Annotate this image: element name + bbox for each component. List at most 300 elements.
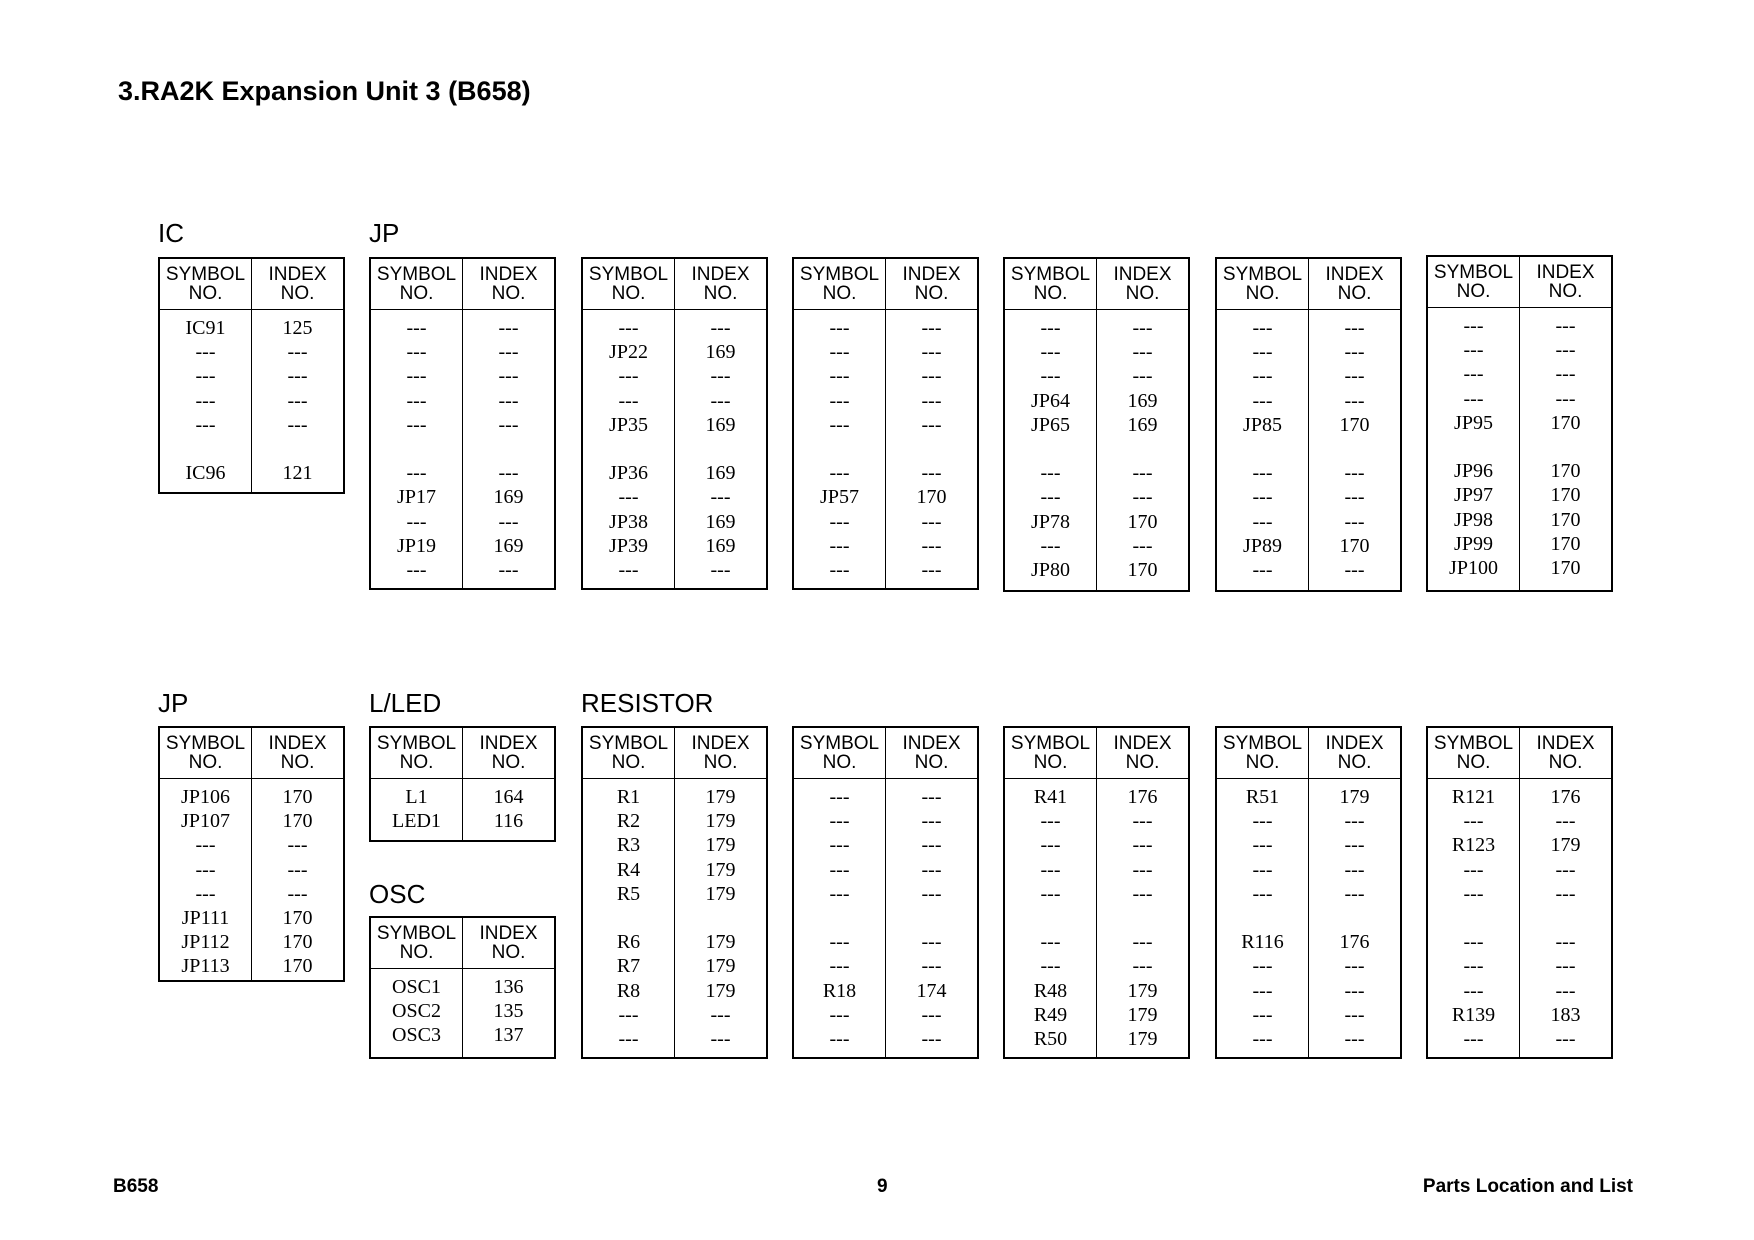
symbol-cell: JP78 — [1031, 510, 1070, 533]
symbol-cell: JP39 — [609, 534, 648, 557]
symbol-cell: R116 — [1241, 931, 1284, 954]
index-cell: --- — [1344, 462, 1365, 485]
index-cell: --- — [1344, 834, 1365, 857]
symbol-cell: --- — [1252, 834, 1273, 857]
symbol-cell: --- — [1463, 810, 1484, 833]
symbol-cell: --- — [829, 955, 850, 978]
index-cell: --- — [1132, 365, 1153, 388]
index-cell: --- — [921, 1003, 942, 1026]
index-cell: --- — [1132, 955, 1153, 978]
symbol-cell: --- — [195, 389, 216, 412]
symbol-cell: R8 — [616, 979, 641, 1002]
symbol-cell: R18 — [822, 979, 857, 1002]
index-cell: --- — [287, 882, 308, 905]
header-text: SYMBOL — [1222, 733, 1303, 754]
symbol-cell: --- — [1463, 931, 1484, 954]
index-cell: 164 — [493, 786, 524, 808]
index-cell: 176 — [1550, 786, 1581, 808]
index-cell: --- — [1555, 810, 1576, 833]
symbol-cell: --- — [406, 558, 427, 581]
table-body — [1005, 310, 1188, 590]
symbol-cell: R41 — [1033, 786, 1068, 808]
symbol-cell: --- — [829, 317, 850, 339]
index-cell: --- — [921, 810, 942, 833]
index-cell: 170 — [1550, 508, 1581, 531]
symbol-cell: JP35 — [609, 413, 648, 436]
header-text: NO. — [491, 283, 526, 304]
index-column — [462, 969, 554, 1057]
symbol-cell: IC91 — [185, 317, 226, 339]
symbol-cell: JP89 — [1243, 534, 1282, 557]
index-no-header — [885, 728, 977, 778]
symbol-cell: R4 — [616, 858, 641, 881]
symbol-no-header — [794, 259, 885, 309]
index-column — [1308, 779, 1400, 1057]
symbol-cell — [1428, 435, 1519, 459]
symbol-cell: --- — [1040, 931, 1061, 954]
index-cell: --- — [921, 510, 942, 533]
symbol-cell: --- — [1252, 317, 1273, 339]
symbol-cell: OSC2 — [392, 1000, 441, 1023]
table-header — [1217, 259, 1400, 310]
table-body — [1428, 308, 1611, 590]
symbol-column — [371, 779, 462, 840]
index-no-header — [462, 728, 554, 778]
parts-table-resistor-4 — [1215, 726, 1402, 1059]
symbol-cell: JP100 — [1449, 556, 1498, 579]
symbol-cell: JP113 — [181, 955, 230, 978]
label-resistor: RESISTOR — [581, 688, 714, 718]
symbol-column — [1428, 308, 1519, 590]
index-cell: --- — [710, 1003, 731, 1026]
index-cell: 170 — [1127, 558, 1158, 581]
symbol-cell: R51 — [1245, 786, 1280, 808]
symbol-cell — [1005, 437, 1096, 461]
header-text: INDEX — [1536, 262, 1595, 283]
index-cell: --- — [710, 486, 731, 509]
index-cell: --- — [921, 882, 942, 905]
symbol-cell: --- — [406, 413, 427, 436]
index-cell: --- — [498, 413, 519, 436]
symbol-cell: JP19 — [397, 534, 436, 557]
symbol-column — [1428, 779, 1519, 1057]
parts-table-jp-1 — [369, 257, 556, 590]
label-jp-top: JP — [369, 218, 400, 248]
symbol-cell: --- — [1040, 534, 1061, 557]
header-text: SYMBOL — [1433, 733, 1514, 754]
index-column — [1096, 310, 1188, 590]
symbol-cell: JP65 — [1031, 413, 1070, 436]
symbol-cell: --- — [618, 1027, 639, 1050]
header-text: NO. — [491, 752, 526, 773]
index-cell: --- — [710, 389, 731, 412]
symbol-cell: OSC3 — [392, 1024, 441, 1047]
symbol-cell: --- — [1463, 979, 1484, 1002]
symbol-cell: --- — [829, 341, 850, 364]
symbol-cell: JP38 — [609, 510, 648, 533]
symbol-column — [371, 969, 462, 1057]
header-text: INDEX — [1325, 733, 1384, 754]
index-cell: --- — [921, 558, 942, 581]
symbol-cell: R3 — [616, 834, 641, 857]
index-column — [1308, 310, 1400, 590]
symbol-cell: --- — [1252, 462, 1273, 485]
index-cell: 169 — [705, 534, 736, 557]
header-text: NO. — [491, 942, 526, 963]
header-text: INDEX — [268, 264, 327, 285]
header-text: SYMBOL — [376, 733, 457, 754]
index-cell: --- — [287, 858, 308, 881]
symbol-cell: --- — [406, 341, 427, 364]
symbol-cell: --- — [618, 486, 639, 509]
symbol-cell: --- — [406, 365, 427, 388]
index-column — [1519, 779, 1611, 1057]
index-cell: --- — [1344, 979, 1365, 1002]
index-cell: 169 — [705, 341, 736, 364]
index-cell: 179 — [705, 786, 736, 808]
index-cell: --- — [921, 413, 942, 436]
symbol-column — [1005, 310, 1096, 590]
header-text: SYMBOL — [376, 923, 457, 944]
symbol-cell: JP64 — [1031, 389, 1070, 412]
index-cell: --- — [498, 462, 519, 485]
table-header — [794, 728, 977, 779]
symbol-cell — [1217, 437, 1308, 461]
index-cell: --- — [287, 834, 308, 857]
index-cell — [675, 437, 766, 461]
header-text: NO. — [280, 283, 315, 304]
symbol-column — [583, 310, 674, 588]
index-cell: --- — [1344, 341, 1365, 364]
header-text: NO. — [914, 283, 949, 304]
symbol-no-header — [371, 918, 462, 968]
index-cell: 169 — [493, 486, 524, 509]
index-cell: --- — [498, 510, 519, 533]
symbol-cell — [1005, 906, 1096, 930]
index-cell: --- — [1132, 462, 1153, 485]
symbol-cell: JP111 — [181, 906, 230, 929]
index-cell — [463, 437, 554, 461]
symbol-cell: JP96 — [1454, 460, 1493, 483]
header-text: NO. — [1337, 752, 1372, 773]
index-cell: --- — [1132, 810, 1153, 833]
index-cell: --- — [1555, 931, 1576, 954]
symbol-cell: JP17 — [397, 486, 436, 509]
symbol-cell: --- — [829, 834, 850, 857]
table-header — [371, 259, 554, 310]
symbol-cell: --- — [829, 510, 850, 533]
parts-table-jp-7 — [158, 726, 345, 982]
symbol-column — [794, 779, 885, 1057]
symbol-cell — [371, 437, 462, 461]
symbol-cell: --- — [829, 413, 850, 436]
parts-table-resistor-1 — [581, 726, 768, 1059]
symbol-cell: --- — [829, 1003, 850, 1026]
header-text: INDEX — [691, 733, 750, 754]
symbol-column — [1217, 310, 1308, 590]
index-cell: 170 — [282, 786, 313, 808]
symbol-cell: R6 — [616, 931, 641, 954]
index-cell — [1097, 437, 1188, 461]
symbol-cell: JP85 — [1243, 413, 1282, 436]
index-cell: 179 — [1127, 979, 1158, 1002]
table-body — [1217, 779, 1400, 1057]
index-cell — [1520, 906, 1611, 930]
index-cell: 183 — [1550, 1003, 1581, 1026]
index-cell: --- — [1555, 882, 1576, 905]
index-cell: --- — [1132, 858, 1153, 881]
parts-table-jp-2 — [581, 257, 768, 590]
index-cell: 121 — [282, 462, 313, 485]
header-text: NO. — [1456, 752, 1491, 773]
header-text: SYMBOL — [588, 733, 669, 754]
header-text: SYMBOL — [1222, 264, 1303, 285]
symbol-cell: --- — [1252, 882, 1273, 905]
index-cell: --- — [287, 365, 308, 388]
index-cell: 170 — [1550, 532, 1581, 555]
table-header — [583, 259, 766, 310]
symbol-cell — [1428, 906, 1519, 930]
parts-table-ic — [158, 257, 345, 494]
symbol-cell: --- — [829, 389, 850, 412]
header-text: NO. — [1125, 752, 1160, 773]
index-cell: 176 — [1127, 786, 1158, 808]
symbol-cell: JP112 — [181, 931, 230, 954]
index-cell: 170 — [1550, 411, 1581, 434]
index-cell: --- — [1555, 979, 1576, 1002]
index-cell — [675, 906, 766, 930]
symbol-cell: --- — [1040, 955, 1061, 978]
index-cell: --- — [1555, 363, 1576, 386]
symbol-no-header — [1217, 259, 1308, 309]
table-body — [371, 969, 554, 1057]
index-cell: 179 — [705, 955, 736, 978]
symbol-cell: --- — [1252, 389, 1273, 412]
index-no-header — [251, 259, 343, 309]
symbol-cell: --- — [1252, 955, 1273, 978]
symbol-cell: --- — [195, 341, 216, 364]
header-text: NO. — [399, 752, 434, 773]
index-cell: --- — [1132, 882, 1153, 905]
index-column — [251, 779, 343, 980]
header-text: INDEX — [479, 923, 538, 944]
header-text: SYMBOL — [1010, 733, 1091, 754]
header-text: NO. — [822, 283, 857, 304]
table-header — [1428, 728, 1611, 779]
symbol-cell: --- — [829, 882, 850, 905]
index-cell: 179 — [705, 931, 736, 954]
symbol-cell: R123 — [1451, 834, 1496, 857]
header-text: NO. — [1456, 281, 1491, 302]
symbol-cell — [794, 437, 885, 461]
symbol-cell: JP97 — [1454, 484, 1493, 507]
header-text: SYMBOL — [165, 264, 246, 285]
header-text: NO. — [1548, 752, 1583, 773]
symbol-cell: R139 — [1451, 1003, 1496, 1026]
index-cell: --- — [1555, 858, 1576, 881]
symbol-cell: --- — [829, 365, 850, 388]
parts-table-jp-5 — [1215, 257, 1402, 592]
symbol-cell: R7 — [616, 955, 641, 978]
index-cell: --- — [287, 341, 308, 364]
symbol-cell: --- — [1040, 834, 1061, 857]
table-body — [1217, 310, 1400, 590]
symbol-cell: --- — [1252, 486, 1273, 509]
index-cell: --- — [1555, 339, 1576, 362]
index-cell: --- — [1344, 882, 1365, 905]
index-cell: --- — [1344, 486, 1365, 509]
index-cell: 179 — [1127, 1003, 1158, 1026]
header-text: SYMBOL — [588, 264, 669, 285]
symbol-cell: --- — [1040, 858, 1061, 881]
symbol-column — [371, 310, 462, 588]
symbol-cell: --- — [195, 858, 216, 881]
index-cell: --- — [710, 558, 731, 581]
symbol-cell: --- — [829, 931, 850, 954]
symbol-column — [160, 310, 251, 492]
table-body — [1005, 779, 1188, 1057]
table-body — [794, 310, 977, 588]
table-header — [1005, 728, 1188, 779]
symbol-cell: --- — [195, 365, 216, 388]
symbol-column — [1005, 779, 1096, 1057]
index-column — [462, 310, 554, 588]
symbol-cell: --- — [1040, 341, 1061, 364]
symbol-cell: --- — [1463, 339, 1484, 362]
symbol-cell: --- — [1252, 365, 1273, 388]
index-cell: --- — [498, 317, 519, 339]
index-cell — [1309, 906, 1400, 930]
symbol-cell: --- — [618, 317, 639, 339]
symbol-cell: --- — [406, 510, 427, 533]
header-text: INDEX — [691, 264, 750, 285]
symbol-cell: JP98 — [1454, 508, 1493, 531]
index-cell: 170 — [916, 486, 947, 509]
symbol-cell: JP22 — [609, 341, 648, 364]
index-cell: 170 — [1339, 413, 1370, 436]
index-cell: 136 — [493, 976, 524, 998]
header-text: NO. — [399, 942, 434, 963]
table-header — [160, 259, 343, 310]
index-no-header — [674, 728, 766, 778]
index-no-header — [1308, 728, 1400, 778]
header-text: NO. — [188, 283, 223, 304]
header-text: NO. — [611, 283, 646, 304]
index-cell: --- — [921, 1027, 942, 1050]
symbol-cell — [583, 437, 674, 461]
symbol-cell: --- — [406, 462, 427, 485]
parts-table-jp-4 — [1003, 257, 1190, 592]
index-cell: 179 — [705, 834, 736, 857]
symbol-cell: --- — [618, 1003, 639, 1026]
index-cell: 169 — [1127, 389, 1158, 412]
header-text: SYMBOL — [1433, 262, 1514, 283]
index-cell: --- — [921, 834, 942, 857]
header-text: SYMBOL — [165, 733, 246, 754]
index-cell: --- — [1344, 955, 1365, 978]
index-column — [674, 310, 766, 588]
index-cell: --- — [921, 341, 942, 364]
index-cell: 170 — [282, 906, 313, 929]
index-cell: 179 — [705, 858, 736, 881]
symbol-cell: --- — [1040, 317, 1061, 339]
index-cell: --- — [921, 931, 942, 954]
header-text: SYMBOL — [799, 264, 880, 285]
index-cell: --- — [1132, 341, 1153, 364]
index-cell: 179 — [1550, 834, 1581, 857]
symbol-cell: R5 — [616, 882, 641, 905]
index-no-header — [462, 259, 554, 309]
index-column — [674, 779, 766, 1057]
index-cell: 170 — [282, 810, 313, 833]
header-text: INDEX — [1325, 264, 1384, 285]
index-cell: --- — [1344, 1027, 1365, 1050]
symbol-cell: --- — [1252, 341, 1273, 364]
symbol-no-header — [1428, 257, 1519, 307]
symbol-cell: --- — [1252, 979, 1273, 1002]
index-cell: 169 — [705, 413, 736, 436]
index-cell: 169 — [705, 462, 736, 485]
table-body — [371, 779, 554, 840]
index-cell: 169 — [493, 534, 524, 557]
index-cell: --- — [921, 462, 942, 485]
index-cell: --- — [498, 389, 519, 412]
index-cell: 176 — [1339, 931, 1370, 954]
symbol-cell: --- — [829, 534, 850, 557]
index-no-header — [251, 728, 343, 778]
table-body — [583, 310, 766, 588]
symbol-cell: --- — [829, 1027, 850, 1050]
index-column — [462, 779, 554, 840]
symbol-cell: L1 — [405, 786, 428, 808]
symbol-cell: --- — [1463, 363, 1484, 386]
header-text: NO. — [1337, 283, 1372, 304]
index-column — [1096, 779, 1188, 1057]
symbol-cell: --- — [1252, 1027, 1273, 1050]
index-cell — [252, 437, 343, 461]
symbol-cell: R2 — [616, 810, 641, 833]
symbol-cell: --- — [829, 810, 850, 833]
symbol-no-header — [1428, 728, 1519, 778]
table-header — [160, 728, 343, 779]
symbol-cell: R121 — [1451, 786, 1496, 808]
table-header — [1217, 728, 1400, 779]
index-cell: --- — [498, 365, 519, 388]
index-cell: --- — [1132, 931, 1153, 954]
symbol-no-header — [160, 728, 251, 778]
symbol-column — [794, 310, 885, 588]
footer-page-number: 9 — [877, 1176, 888, 1197]
table-body — [160, 310, 343, 492]
table-body — [583, 779, 766, 1057]
table-header — [371, 728, 554, 779]
symbol-cell: --- — [1252, 510, 1273, 533]
table-header — [1428, 257, 1611, 308]
symbol-cell: --- — [829, 858, 850, 881]
index-cell: --- — [1132, 486, 1153, 509]
index-cell: --- — [921, 955, 942, 978]
table-body — [794, 779, 977, 1057]
index-cell: --- — [287, 413, 308, 436]
index-cell: --- — [921, 389, 942, 412]
symbol-cell: --- — [618, 365, 639, 388]
index-cell: --- — [710, 1027, 731, 1050]
symbol-cell: JP57 — [820, 486, 859, 509]
symbol-cell: --- — [1252, 810, 1273, 833]
table-header — [794, 259, 977, 310]
header-text: INDEX — [1536, 733, 1595, 754]
table-header — [583, 728, 766, 779]
